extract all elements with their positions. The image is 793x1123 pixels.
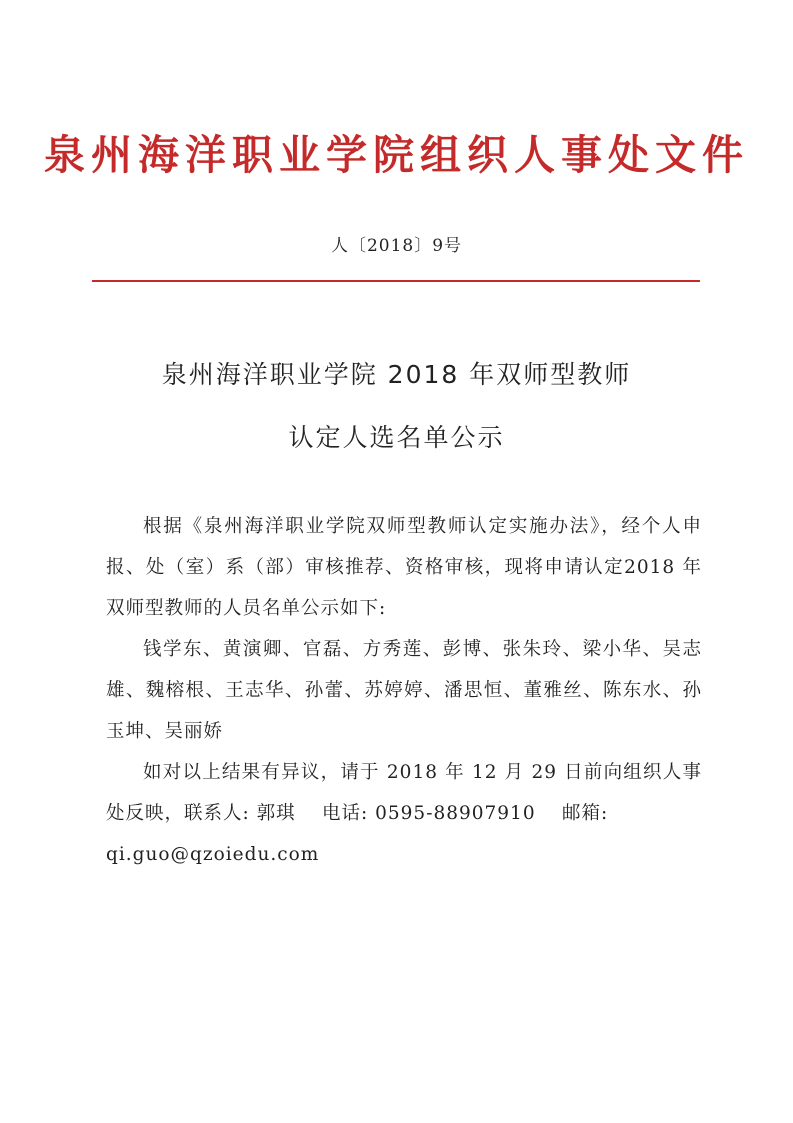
document-title-line-1: 泉州海洋职业学院 2018 年双师型教师 bbox=[161, 360, 632, 389]
body-paragraph-intro: 根据《泉州海洋职业学院双师型教师认定实施办法》，经个人申报、处（室）系（部）审核推荐、资格审核，现将申请认定2018 年双师型教师的人员名单公示如下: bbox=[106, 516, 702, 619]
header-divider bbox=[92, 280, 700, 282]
document-title-line-2: 认定人选名单公示 bbox=[288, 423, 505, 452]
contact-email: qi.guo@qzoiedu.com bbox=[106, 844, 320, 865]
document-number: 人〔2018〕9号 bbox=[330, 236, 463, 256]
contact-text: 如对以上结果有异议，请于 2018 年 12 月 29 日前向组织人事处反映，联系人: 郭琪 电话: 0595-88907910 邮箱: bbox=[106, 762, 702, 824]
body-paragraph-name-list: 钱学东、黄演卿、官磊、方秀莲、彭博、张朱玲、梁小华、吴志雄、魏榕根、王志华、孙蕾、苏婷婷、潘思恒、董雅丝、陈东水、孙玉坤、吴丽娇 bbox=[106, 639, 702, 742]
org-header-title: 泉州海洋职业学院组织人事处文件 bbox=[44, 131, 749, 179]
body-paragraph-contact bbox=[106, 752, 702, 875]
